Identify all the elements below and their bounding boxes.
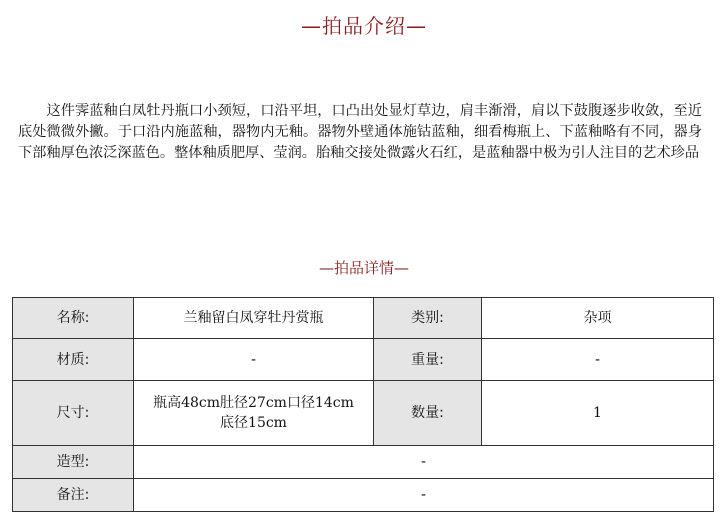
auction-intro-text: 这件霁蓝釉白凤牡丹瓶口小颈短，口沿平坦，口凸出处显灯草边，肩丰渐滑，肩以下鼓腹逐步收敛，至近底处微微外撇。于口沿内施蓝釉，器物内无釉。器物外壁通体施钴蓝釉，细看梅瓶上、下蓝釉略有不同，器身下部釉厚色浓泛深蓝色。整体釉质肥厚、莹润。胎釉交接处微露火石红，是蓝釉器中极为引人注目的艺术珍品 xyxy=(18,103,702,161)
shape-label: 造型: xyxy=(13,446,134,479)
quantity-value: 1 xyxy=(482,381,714,446)
weight-value: - xyxy=(482,339,714,381)
size-value-line1: 瓶高48cm肚径27cm口径14cm xyxy=(153,395,354,411)
category-value: 杂项 xyxy=(482,298,714,339)
table-row xyxy=(13,339,714,381)
material-value: - xyxy=(134,339,374,381)
auction-details-table xyxy=(12,297,714,512)
shape-value: - xyxy=(134,446,714,479)
auction-details-title: —拍品详情— xyxy=(318,259,409,277)
category-label: 类别: xyxy=(374,298,482,339)
weight-label: 重量: xyxy=(374,339,482,381)
size-value xyxy=(134,381,374,446)
size-label: 尺寸: xyxy=(13,381,134,446)
table-row xyxy=(13,479,714,512)
quantity-label: 数量: xyxy=(374,381,482,446)
material-label: 材质: xyxy=(13,339,134,381)
table-row xyxy=(13,446,714,479)
remarks-label: 备注: xyxy=(13,479,134,512)
name-label: 名称: xyxy=(13,298,134,339)
table-row xyxy=(13,381,714,446)
name-value: 兰釉留白凤穿牡丹赏瓶 xyxy=(134,298,374,339)
table-row xyxy=(13,298,714,339)
auction-intro-title: —拍品介绍— xyxy=(301,14,427,38)
size-value-line2: 底径15cm xyxy=(220,415,287,431)
remarks-value: - xyxy=(134,479,714,512)
